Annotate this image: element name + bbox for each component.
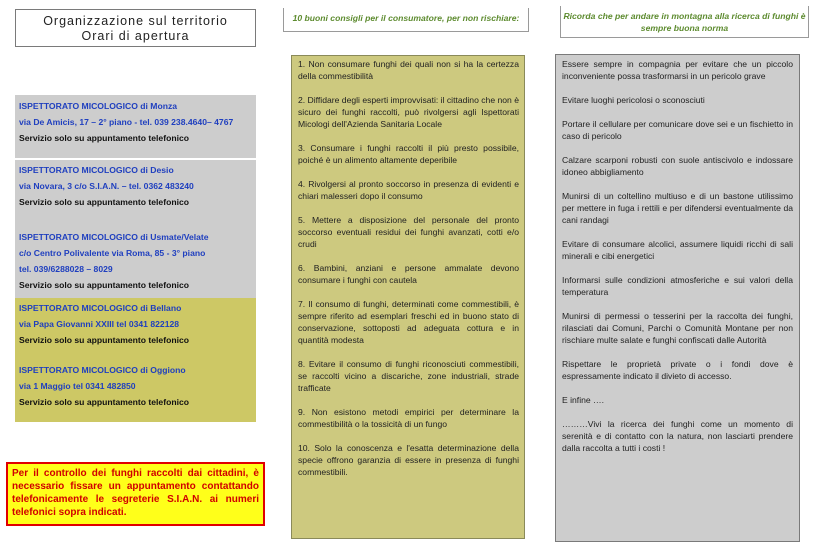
mountain-title: Ricorda che per andare in montagna alla ricerca di funghi è sempre buona norma bbox=[560, 6, 809, 38]
office-address: via De Amicis, 17 – 2° piano - tel. 039 238.4640– 4767 bbox=[19, 117, 234, 127]
advice-item: Calzare scarponi robusti con suole antiscivolo e indossare idoneo abbigliamento bbox=[562, 155, 793, 177]
tip-item: 6. Bambini, anziani e persone ammalate devono consumare i funghi con cautela bbox=[298, 263, 519, 285]
tip-item: 10. Solo la conoscenza e l'esatta determinazione della specie offrono garanzia di essere in presenza di funghi commestibili. bbox=[298, 443, 519, 477]
advice-item: ………Vivi la ricerca dei funghi come un momento di serenità e di contatto con la natura, non lasciarti prendere dalla raccolta a tutti i costi ! bbox=[562, 419, 793, 453]
office-address: via 1 Maggio tel 0341 482850 bbox=[19, 381, 136, 391]
office-address-2: tel. 039/6288028 – 8029 bbox=[19, 264, 113, 274]
office-name: ISPETTORATO MICOLOGICO di Bellano bbox=[19, 303, 182, 313]
advice-item: Munirsi di permessi o tesserini per la raccolta dei funghi, rilasciati dai Comuni, Parchi o Comunità Montane per non rischiare multe salate e funghi confiscati dalle Autorità bbox=[562, 311, 793, 345]
tip-item: 9. Non esistono metodi empirici per determinare la commestibilità o la tossicità di un fungo bbox=[298, 407, 519, 429]
office-monza bbox=[15, 95, 256, 158]
office-service: Servizio solo su appuntamento telefonico bbox=[19, 280, 189, 290]
tip-item: 8. Evitare il consumo di funghi riconosciuti commestibili, se raccolti vicino a discariche, zone industriali, strade trafficate bbox=[298, 359, 519, 393]
office-name: ISPETTORATO MICOLOGICO di Usmate/Velate bbox=[19, 232, 209, 242]
tip-item: 3. Consumare i funghi raccolti il più presto possibile, poiché è un alimento altamente deperibile bbox=[298, 143, 519, 165]
advice-item: Informarsi sulle condizioni atmosferiche e sui valori della temperatura bbox=[562, 275, 793, 297]
office-name: ISPETTORATO MICOLOGICO di Desio bbox=[19, 165, 174, 175]
office-service: Servizio solo su appuntamento telefonico bbox=[19, 397, 189, 407]
office-usmate-velate bbox=[15, 215, 256, 298]
office-oggiono bbox=[15, 354, 256, 422]
organization-title-line2: Orari di apertura bbox=[81, 29, 190, 43]
office-bellano bbox=[15, 298, 256, 354]
office-service: Servizio solo su appuntamento telefonico bbox=[19, 197, 189, 207]
tips-title: 10 buoni consigli per il consumatore, per non rischiare: bbox=[283, 8, 529, 32]
tip-item: 1. Non consumare funghi dei quali non si ha la certezza della commestibilità bbox=[298, 59, 519, 81]
tip-item: 4. Rivolgersi al pronto soccorso in presenza di evidenti e chiari malesseri dopo il consumo bbox=[298, 179, 519, 201]
organization-title bbox=[15, 9, 256, 47]
office-address: via Novara, 3 c/o S.I.A.N. – tel. 0362 483240 bbox=[19, 181, 194, 191]
office-name: ISPETTORATO MICOLOGICO di Oggiono bbox=[19, 365, 186, 375]
tip-item: 7. Il consumo di funghi, determinati come commestibili, è sempre riferito ad esemplari freschi ed in buono stato di conservazione, sottoposti ad adeguata cottura e in quantità modesta bbox=[298, 299, 519, 345]
office-service: Servizio solo su appuntamento telefonico bbox=[19, 133, 189, 143]
advice-item: E infine …. bbox=[562, 395, 605, 405]
sian-notice: Per il controllo dei funghi raccolti dai cittadini, è necessario fissare un appuntamento contattando telefonicamente le segreterie S.I.A.N. ai numeri telefonici sopra indicati. bbox=[6, 462, 265, 526]
advice-item: Rispettare le proprietà private o i fondi dove è espressamente indicato il divieto di accesso. bbox=[562, 359, 793, 381]
tips-panel bbox=[291, 55, 525, 539]
office-address: via Papa Giovanni XXIII tel 0341 822128 bbox=[19, 319, 180, 329]
advice-item: Essere sempre in compagnia per evitare che un piccolo inconveniente possa trasformarsi in un pericolo grave bbox=[562, 59, 793, 81]
office-address: c/o Centro Polivalente via Roma, 85 - 3° piano bbox=[19, 248, 206, 258]
advice-item: Evitare luoghi pericolosi o sconosciuti bbox=[562, 95, 705, 105]
advice-item: Portare il cellulare per comunicare dove sei e un fischietto in caso di pericolo bbox=[562, 119, 793, 141]
office-service: Servizio solo su appuntamento telefonico bbox=[19, 335, 189, 345]
office-name: ISPETTORATO MICOLOGICO di Monza bbox=[19, 101, 178, 111]
tip-item: 5. Mettere a disposizione del personale del pronto soccorso eventuali residui dei funghi avanzati, cotti e/o crudi bbox=[298, 215, 519, 249]
office-desio bbox=[15, 160, 256, 215]
tip-item: 2. Diffidare degli esperti improvvisati: il cittadino che non è sicuro dei funghi raccolti, può rivolgersi agli Ispettorati Micologi dell'Azienda Sanitaria Locale bbox=[298, 95, 520, 129]
mountain-panel bbox=[555, 54, 800, 542]
organization-title-line1: Organizzazione sul territorio bbox=[43, 14, 228, 28]
advice-item: Munirsi di un coltellino multiuso e di un bastone utilissimo per mettere in fuga i rettili e per difendersi eventualmente da cani randagi bbox=[562, 191, 793, 225]
advice-item: Evitare di consumare alcolici, assumere liquidi ricchi di sali minerali e cibi energetici bbox=[562, 239, 793, 261]
